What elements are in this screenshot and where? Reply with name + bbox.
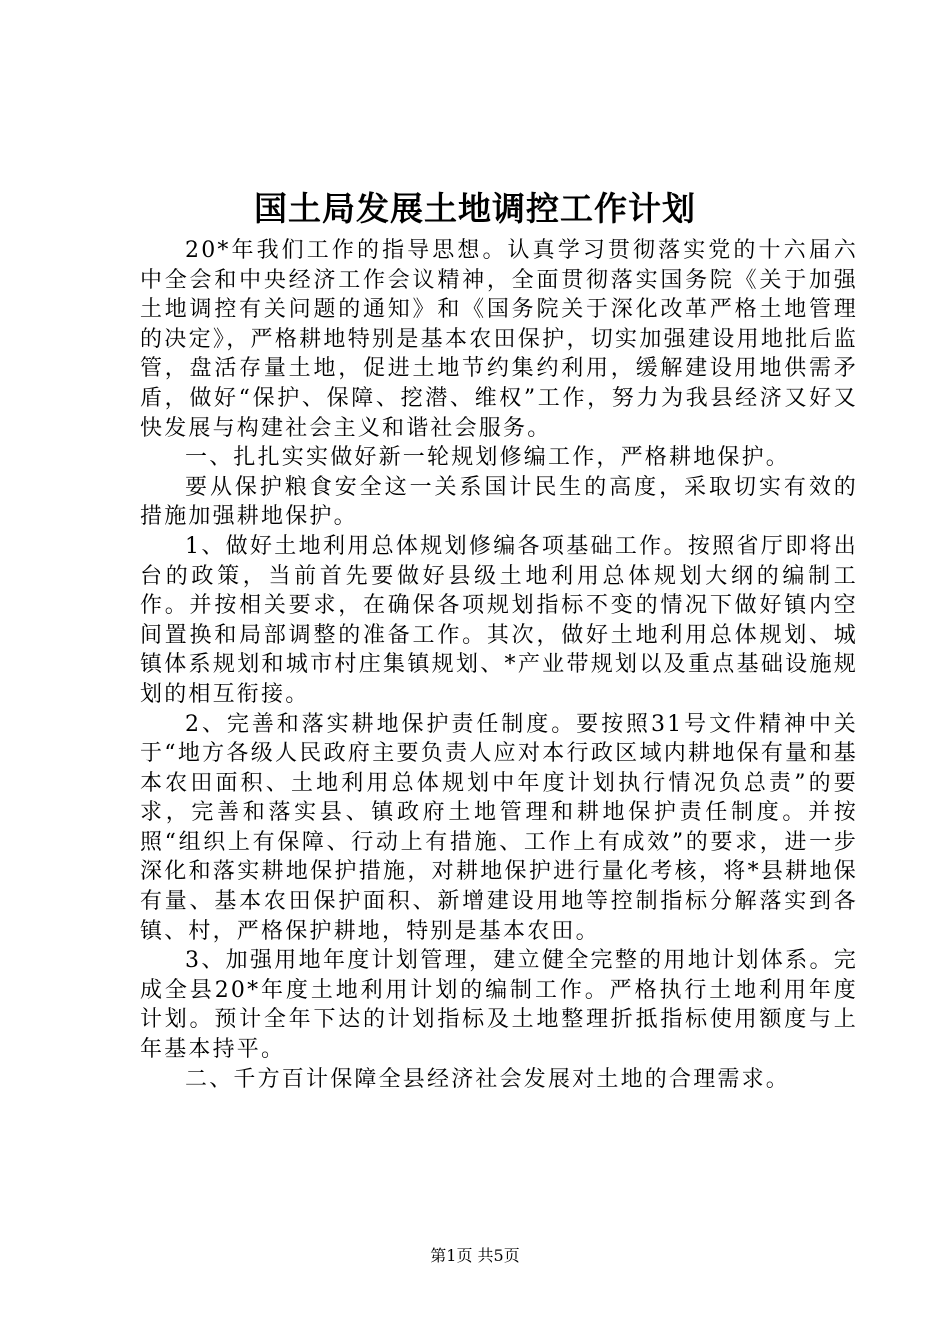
paragraph-guiding-thought: 20*年我们工作的指导思想。认真学习贯彻落实党的十六届六中全会和中央经济工作会议精神，全面贯彻落实国务院《关于加强土地调控有关问题的通知》和《国务院关于深化改革严格土地管理的决定》，严格耕地特别是基本农田保护，切实加强建设用地批后监管，盘活存量土地，促进土地节约集约利用，缓解建设用地供需矛盾，做好“保护、保障、挖潜、维权”工作，努力为我县经济又好又快发展与构建社会主义和谐社会服务。 bbox=[140, 238, 858, 441]
paragraph-section-two-heading: 二、千方百计保障全县经济社会发展对土地的合理需求。 bbox=[185, 1066, 791, 1092]
paragraph-item-3: 3、加强用地年度计划管理，建立健全完整的用地计划体系。完成全县20*年度土地利用计划的编制工作。严格执行土地利用年度计划。预计全年下达的计划指标及土地整理折抵指标使用额度与上年基本持平。 bbox=[140, 948, 858, 1063]
document-body bbox=[140, 236, 858, 1094]
paragraph-item-1: 1、做好土地利用总体规划修编各项基础工作。按照省厅即将出台的政策，当前首先要做好县级土地利用总体规划大纲的编制工作。并按相关要求，在确保各项规划指标不变的情况下做好镇内空间置换和局部调整的准备工作。其次，做好土地利用总体规划、城镇体系规划和城市村庄集镇规划、*产业带规划以及重点基础设施规划的相互衔接。 bbox=[140, 533, 858, 707]
paragraph-section-one-intro: 要从保护粮食安全这一关系国计民生的高度，采取切实有效的措施加强耕地保护。 bbox=[140, 474, 858, 530]
page-number-footer: 第1页 共5页 bbox=[430, 1246, 520, 1265]
document-title: 国土局发展土地调控工作计划 bbox=[254, 189, 696, 228]
paragraph-item-2: 2、完善和落实耕地保护责任制度。要按照31号文件精神中关于“地方各级人民政府主要负责人应对本行政区域内耕地保有量和基本农田面积、土地利用总体规划中年度计划执行情况负总责”的要求，完善和落实县、镇政府土地管理和耕地保护责任制度。并按照“组织上有保障、行动上有措施、工作上有成效”的要求，进一步深化和落实耕地保护措施，对耕地保护进行量化考核，将*县耕地保有量、基本农田保护面积、新增建设用地等控制指标分解落实到各镇、村，严格保护耕地，特别是基本农田。 bbox=[140, 711, 858, 944]
paragraph-section-one-heading: 一、扎扎实实做好新一轮规划修编工作，严格耕地保护。 bbox=[185, 445, 791, 471]
